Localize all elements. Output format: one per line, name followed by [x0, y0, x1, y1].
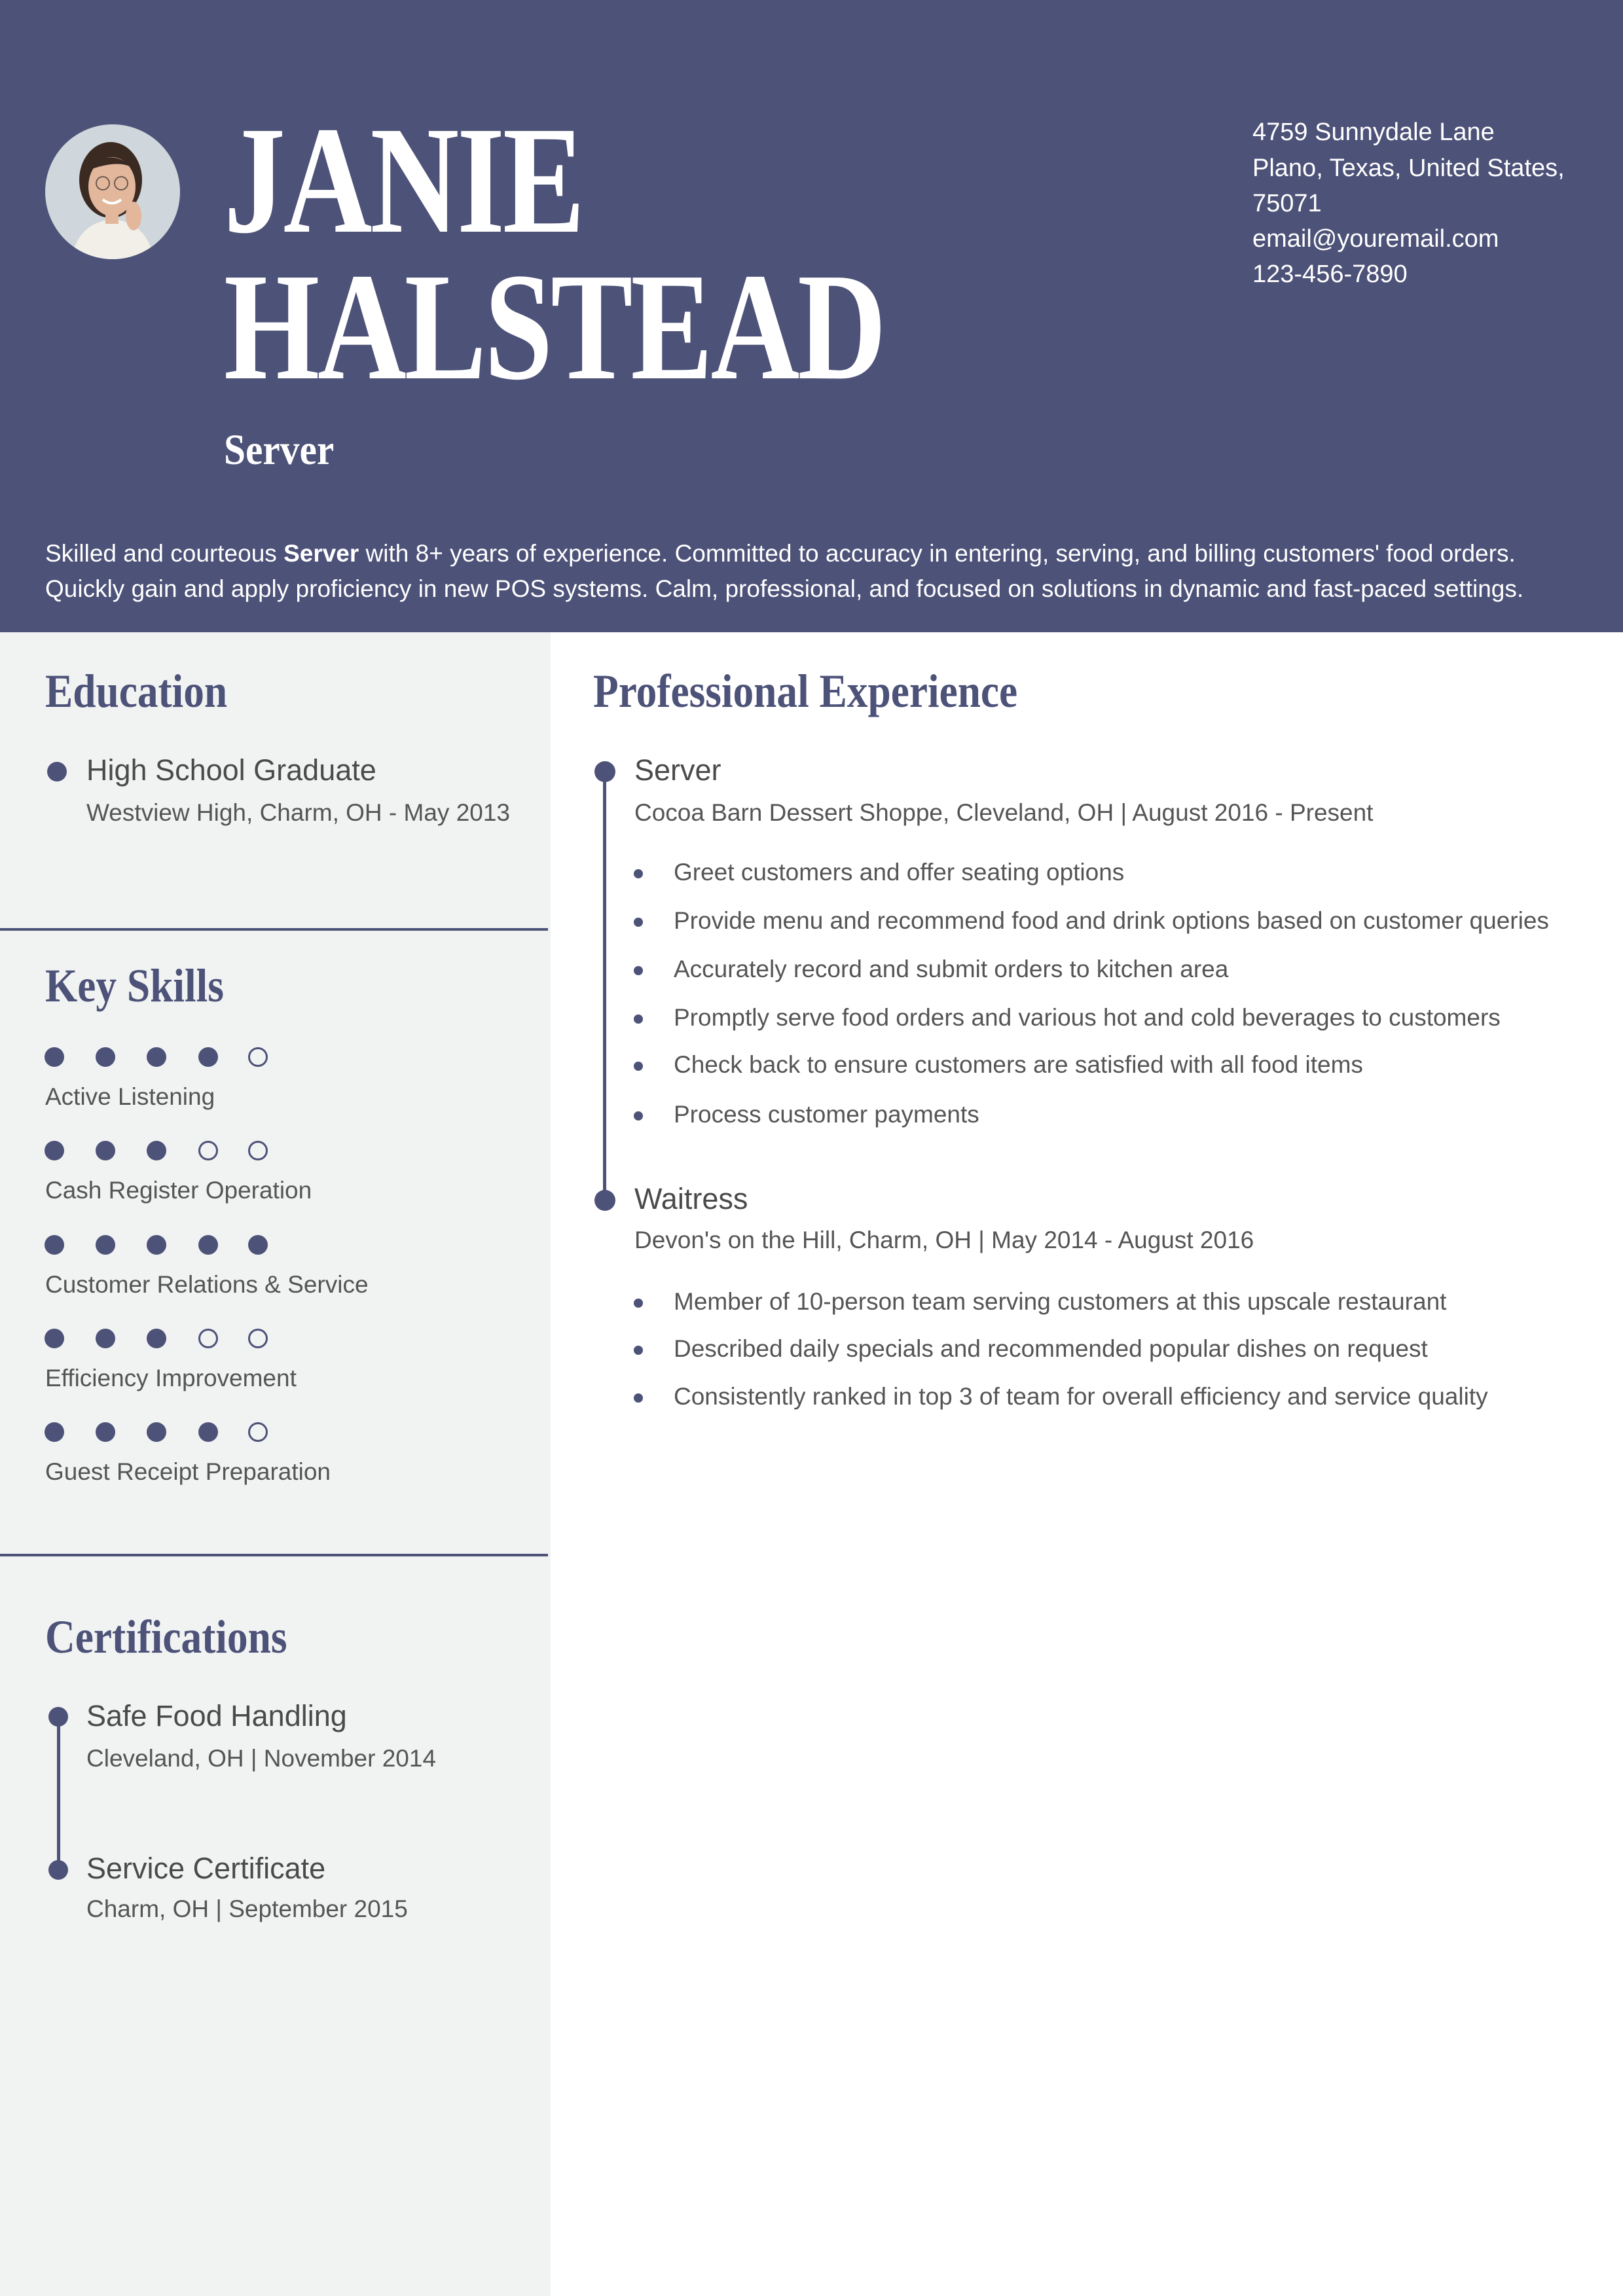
bullet-icon [634, 869, 643, 878]
skill-dot-filled-icon [147, 1047, 166, 1067]
bullet-icon [634, 1393, 643, 1403]
skill-dot-filled-icon [198, 1047, 218, 1067]
bullet-icon [47, 762, 67, 781]
address-zip: 75071 [1252, 190, 1322, 217]
skill-name: Guest Receipt Preparation [45, 1458, 331, 1486]
skill-dot-filled-icon [147, 1329, 166, 1348]
skill-dot-empty-icon [248, 1422, 268, 1442]
skills-heading: Key Skills [45, 960, 224, 1012]
experience-heading: Professional Experience [593, 665, 1018, 717]
job-detail: Cocoa Barn Dessert Shoppe, Cleveland, OH | August 2016 - Present [634, 799, 1374, 826]
avatar-photo [45, 124, 180, 259]
bullet-text: Process customer payments [674, 1101, 979, 1128]
timeline-line [603, 772, 606, 1200]
education-detail: Westview High, Charm, OH - May 2013 [86, 799, 511, 826]
skill-name: Efficiency Improvement [45, 1364, 297, 1391]
bullet-icon [634, 1299, 643, 1308]
cert-detail: Charm, OH | September 2015 [86, 1895, 408, 1922]
skill-dot-filled-icon [45, 1047, 64, 1067]
cert-title: Safe Food Handling [86, 1699, 347, 1732]
skill-name: Cash Register Operation [45, 1177, 312, 1204]
skill-name: Customer Relations & Service [45, 1270, 369, 1298]
timeline-dot-icon [594, 761, 615, 782]
skill-dot-filled-icon [45, 1329, 64, 1348]
job-title: Waitress [634, 1182, 748, 1215]
timeline-dot-icon [594, 1190, 615, 1211]
address-line1: 4759 Sunnydale Lane [1252, 118, 1495, 146]
cert-detail: Cleveland, OH | November 2014 [86, 1745, 437, 1772]
bullet-text: Provide menu and recommend food and drink options based on customer queries [674, 907, 1549, 934]
skill-dot-filled-icon [147, 1422, 166, 1442]
summary-text: Skilled and courteous [45, 540, 284, 567]
address-line2: Plano, Texas, United States, [1252, 154, 1565, 182]
section-divider [0, 928, 548, 931]
summary-line2: Quickly gain and apply proficiency in new POS systems. Calm, professional, and focused on solutions in dynamic and fast-paced settings. [45, 575, 1524, 602]
summary-role-bold: Server [283, 540, 359, 567]
bullet-text: Promptly serve food orders and various hot and cold beverages to customers [674, 1004, 1501, 1031]
last-name: HALSTEAD [224, 242, 884, 412]
skill-dot-filled-icon [147, 1235, 166, 1255]
skill-dot-empty-icon [248, 1047, 268, 1067]
skill-dot-filled-icon [248, 1235, 268, 1255]
bullet-icon [634, 1062, 643, 1071]
timeline-dot-icon [48, 1707, 68, 1727]
education-title: High School Graduate [86, 753, 376, 787]
bullet-text: Consistently ranked in top 3 of team for overall efficiency and service quality [674, 1383, 1488, 1410]
timeline-dot-icon [48, 1860, 68, 1880]
bullet-icon [634, 1111, 643, 1121]
skill-name: Active Listening [45, 1083, 215, 1110]
skill-dot-filled-icon [96, 1329, 115, 1348]
cert-title: Service Certificate [86, 1852, 326, 1885]
skill-dot-filled-icon [96, 1235, 115, 1255]
bullet-text: Described daily specials and recommended popular dishes on request [674, 1335, 1428, 1362]
email-link[interactable]: email@youremail.com [1252, 225, 1499, 253]
skill-dot-filled-icon [198, 1422, 218, 1442]
bullet-icon [634, 966, 643, 975]
summary-text: with 8+ years of experience. Committed to accuracy in entering, serving, and billing customers' food orders. [359, 540, 1516, 567]
education-heading: Education [45, 665, 228, 717]
bullet-text: Greet customers and offer seating options [674, 859, 1125, 886]
skill-dot-empty-icon [198, 1329, 218, 1348]
skill-dot-filled-icon [96, 1047, 115, 1067]
skill-dot-empty-icon [248, 1329, 268, 1348]
timeline-line [57, 1719, 60, 1871]
job-detail: Devon's on the Hill, Charm, OH | May 2014 - August 2016 [634, 1227, 1254, 1253]
bullet-icon [634, 918, 643, 927]
phone-number: 123-456-7890 [1252, 260, 1408, 288]
bullet-icon [634, 1346, 643, 1355]
bullet-text: Accurately record and submit orders to kitchen area [674, 956, 1229, 982]
bullet-text: Check back to ensure customers are satisfied with all food items [674, 1051, 1363, 1078]
skill-dot-filled-icon [96, 1422, 115, 1442]
certifications-heading: Certifications [45, 1611, 287, 1663]
skill-dot-filled-icon [45, 1422, 64, 1442]
job-title: Server [634, 753, 721, 787]
bullet-text: Member of 10-person team serving customers at this upscale restaurant [674, 1288, 1447, 1315]
skill-dot-filled-icon [198, 1235, 218, 1255]
skill-dot-filled-icon [45, 1235, 64, 1255]
section-divider [0, 1554, 548, 1556]
bullet-icon [634, 1014, 643, 1024]
summary-line1 [45, 541, 1516, 565]
job-role: Server [224, 426, 335, 474]
first-name: JANIE [224, 95, 583, 265]
